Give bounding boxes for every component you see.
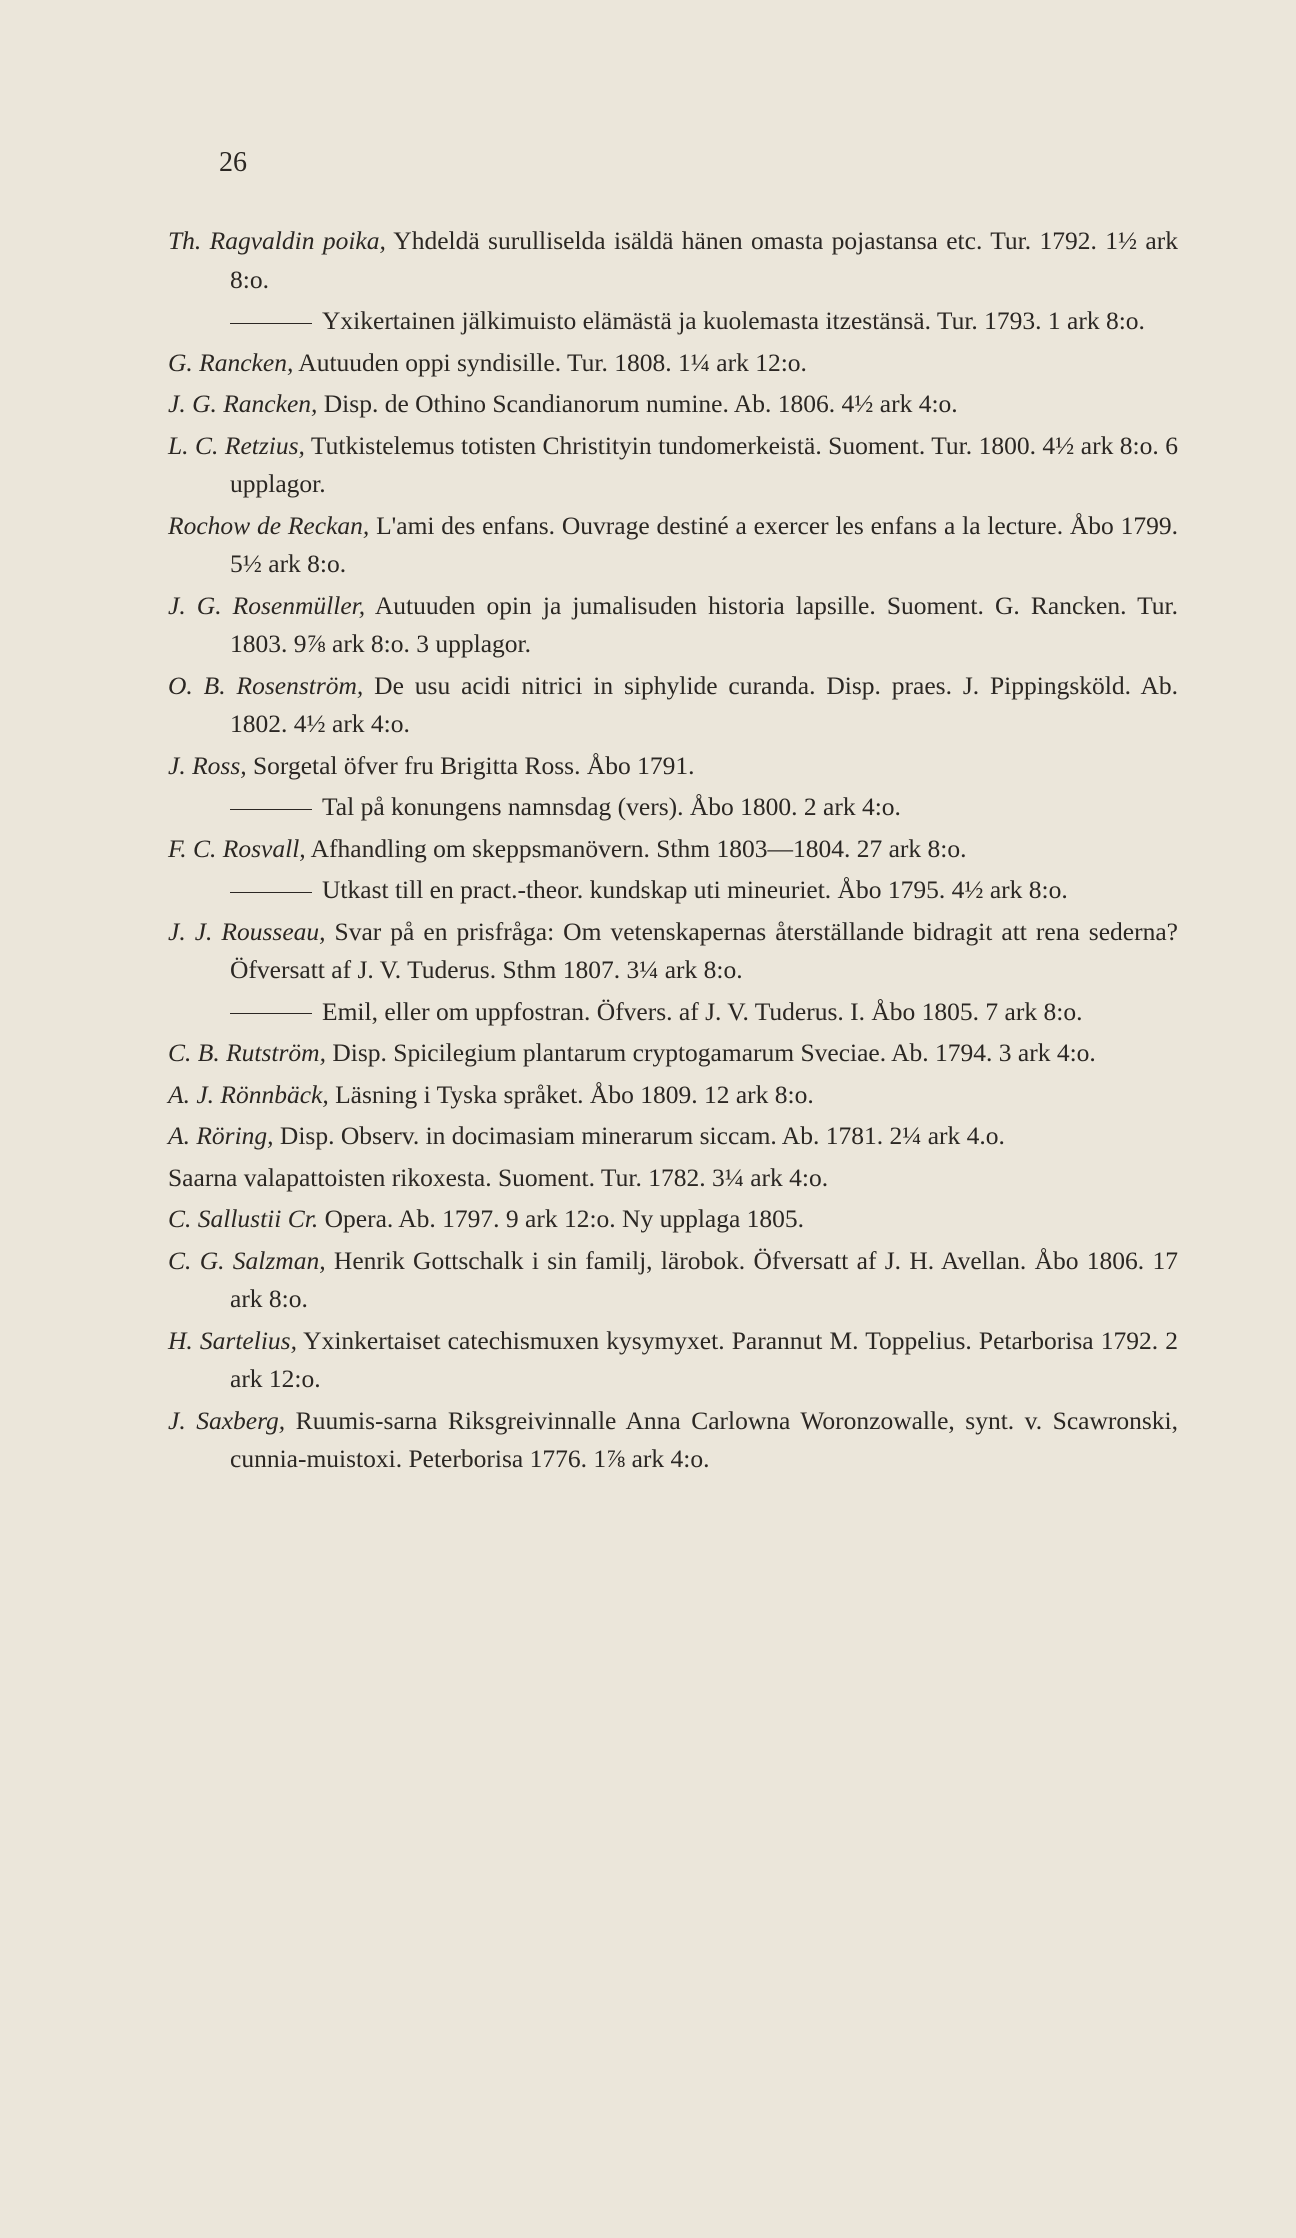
bibliography-entry [168,871,1178,910]
bibliography-entry [168,1200,1178,1239]
bibliography-entry [168,788,1178,827]
bibliography-entry [168,747,1178,786]
entry-text: Henrik Gottschalk i sin familj, lärobok. Öfversatt af J. H. Avellan. Åbo 1806. 17 ark 8:o. [230,1245,1178,1313]
ditto-dash [230,809,312,810]
bibliography-list [168,222,1178,1482]
entry-author: J. J. Rousseau, [168,916,326,946]
bibliography-entry [168,1034,1178,1073]
entry-author: Th. Ragvaldin poika, [168,226,386,255]
bibliography-entry [168,222,1178,299]
entry-author: A. Röring, [168,1121,274,1150]
entry-text: Emil, eller om uppfostran. Öfvers. af J. V. Tuderus. I. Åbo 1805. 7 ark 8:o. [322,996,1083,1026]
entry-text: Tal på konungens namnsdag (vers). Åbo 1800. 2 ark 4:o. [322,792,901,821]
bibliography-entry [168,1322,1178,1399]
entry-author: J. G. Rancken, [168,389,318,418]
entry-text: Opera. Ab. 1797. 9 ark 12:o. Ny upplaga 1805. [318,1204,805,1233]
bibliography-entry [168,344,1178,383]
bibliography-entry [168,1076,1178,1115]
entry-text: Disp. Spicilegium plantarum cryptogamarum Sveciae. Ab. 1794. 3 ark 4:o. [325,1038,1096,1067]
bibliography-entry [168,385,1178,424]
bibliography-entry [168,1242,1178,1319]
entry-author: C. B. Rutström, [168,1038,326,1067]
entry-text: Yxikertainen jälkimuisto elämästä ja kuolemasta itzestänsä. Tur. 1793. 1 ark 8:o. [322,306,1145,335]
entry-text: Disp. de Othino Scandianorum numine. Ab. 1806. 4½ ark 4:o. [317,389,958,418]
entry-text: Ruumis-sarna Riksgreivinnalle Anna Carlowna Woronzowalle, synt. v. Scawronski, cunnia-muistoxi. Peterborisa 1776. 1⅞ ark 4:o. [230,1405,1179,1473]
ditto-dash [230,1013,312,1014]
entry-text: Yxinkertaiset catechismuxen kysymyxet. Parannut M. Toppelius. Petarborisa 1792. 2 ark 12:o. [230,1325,1178,1393]
ditto-dash [230,323,312,324]
entry-author: H. Sartelius, [168,1325,297,1355]
entry-text: Disp. Observ. in docimasiam minerarum siccam. Ab. 1781. 2¼ ark 4.o. [273,1121,1005,1150]
bibliography-entry [168,1402,1178,1479]
bibliography-entry [168,1159,1178,1198]
bibliography-entry [168,507,1178,584]
ditto-dash [230,892,312,893]
bibliography-entry [168,830,1178,869]
bibliography-entry [168,427,1178,504]
entry-author: J. G. Rosenmüller, [168,590,366,620]
bibliography-entry [168,302,1178,341]
entry-author: C. G. Salzman, [168,1245,326,1275]
entry-text: Utkast till en pract.-theor. kundskap uti mineuriet. Åbo 1795. 4½ ark 8:o. [322,875,1068,904]
entry-text: Yhdeldä surulliselda isäldä hänen omasta pojastansa etc. Tur. 1792. 1½ ark 8:o. [230,226,1178,294]
entry-text: Svar på en prisfråga: Om vetenskapernas återställande bidragit att rena sederna? Öfversatt af J. V. Tuderus. Sthm 1807. 3¼ ark 8:o. [230,916,1178,984]
bibliography-entry [168,587,1178,664]
entry-author: F. C. Rosvall, [168,833,306,863]
entry-author: Rochow de Reckan, [168,510,370,540]
entry-author: C. Sallustii Cr. [168,1204,319,1233]
bibliography-entry [168,993,1178,1032]
entry-text: Sorgetal öfver fru Brigitta Ross. Åbo 1791. [246,750,695,780]
entry-text: Afhandling om skeppsmanövern. Sthm 1803—1804. 27 ark 8:o. [305,833,967,863]
entry-text: Autuuden oppi syndisille. Tur. 1808. 1¼ ark 12:o. [293,347,807,377]
entry-text: Läsning i Tyska språket. Åbo 1809. 12 ark 8:o. [328,1079,814,1109]
entry-author: O. B. Rosenström, [168,670,364,700]
entry-text: Saarna valapattoisten rikoxesta. Suoment. Tur. 1782. 3¼ ark 4:o. [168,1162,829,1192]
entry-author: G. Rancken, [168,347,294,377]
entry-author: J. Saxberg, [168,1405,286,1435]
entry-text: Tutkistelemus totisten Christityin tundomerkeistä. Suoment. Tur. 1800. 4½ ark 8:o. 6 upplagor. [230,430,1178,498]
entry-author: J. Ross, [168,750,247,780]
entry-text: L'ami des enfans. Ouvrage destiné a exercer les enfans a la lecture. Åbo 1799. 5½ ark 8:o. [230,510,1178,578]
bibliography-entry [168,667,1178,744]
entry-text: De usu acidi nitrici in siphylide curanda. Disp. praes. J. Pippingsköld. Ab. 1802. 4½ ark 4:o. [230,670,1178,738]
page-number: 26 [219,147,247,178]
bibliography-entry [168,913,1178,990]
entry-author: L. C. Retzius, [168,430,305,460]
entry-text: Autuuden opin ja jumalisuden historia lapsille. Suoment. G. Rancken. Tur. 1803. 9⅞ ark 8:o. 3 upplagor. [230,590,1178,658]
entry-author: A. J. Rönnbäck, [168,1079,329,1109]
bibliography-entry [168,1117,1178,1156]
